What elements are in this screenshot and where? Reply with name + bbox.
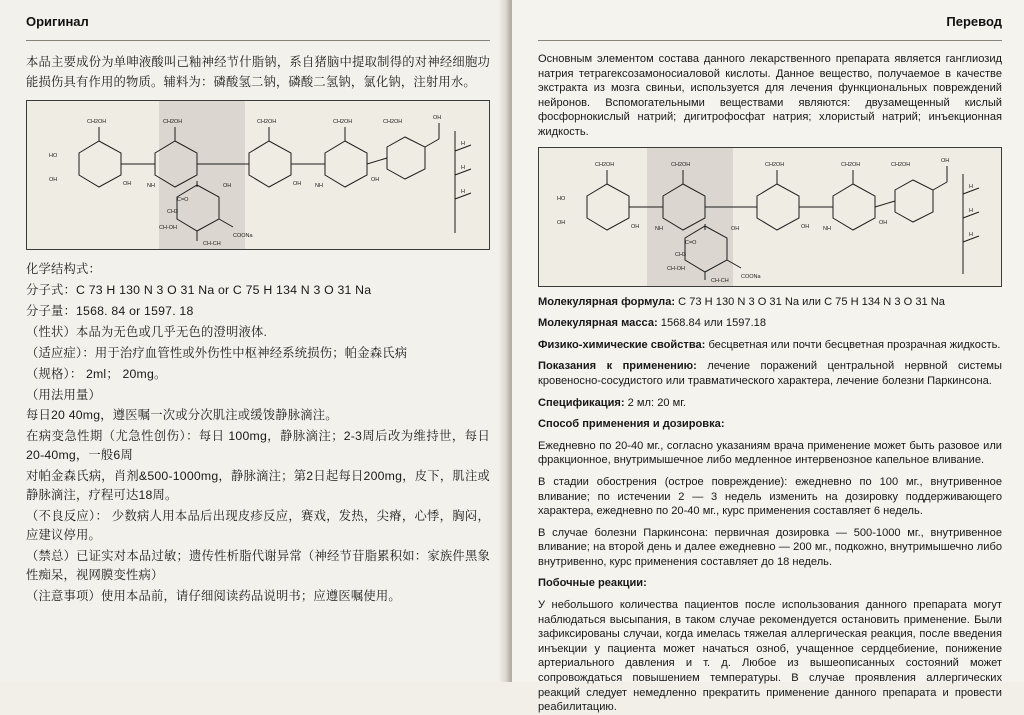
header-divider-right: [538, 40, 1002, 41]
dosage-paragraph-2: В стадии обострения (острое повреждение): ежедневно по 100 мг., внутривенное вливание; по истечении 2 — 3 недель изменить на дозировку поддерживающего характера, ежедневно по 20-40 мг., курс применения составляет 6 недель.: [538, 475, 1002, 518]
svg-text:H: H: [969, 231, 973, 238]
contraindications-line: （禁总）已证实对本品过敏；遗传性析脂代谢异常（神经节苷脂累积如：家族件黑象性痴呆，视网膜变性病）: [26, 549, 490, 582]
svg-text:OH: OH: [123, 181, 132, 187]
svg-text:CH-CH: CH-CH: [203, 241, 221, 247]
svg-text:HO: HO: [49, 153, 58, 159]
svg-text:CH2OH: CH2OH: [333, 119, 353, 125]
svg-text:CH3: CH3: [167, 209, 179, 215]
properties-label: Физико-химические свойства:: [538, 338, 706, 351]
svg-text:CH3: CH3: [675, 251, 687, 258]
svg-text:OH: OH: [731, 225, 740, 232]
indications-label: Показания к применению:: [538, 360, 697, 373]
molecular-formula-label: 分子式：: [26, 283, 76, 297]
translation-spec-line: [538, 396, 1002, 411]
usage-line-2: 在病变急性期（尤急性创伤）：每日 100mg，静脉滴注；2-3周后改为维持世，每日20-40mg，一般6周: [26, 429, 490, 462]
header-divider-left: [26, 40, 490, 41]
svg-text:NH: NH: [655, 225, 663, 232]
svg-text:OH: OH: [223, 183, 232, 189]
adverse-reactions-line: （不良反应）： 少数病人用本品后出现皮疹反应，赛戏，发热，尖瘠，心悸，胸闷，应建议停用。: [26, 509, 490, 542]
svg-text:NH: NH: [315, 183, 323, 189]
mass-value: 1568.84 или 1597.18: [660, 317, 767, 330]
spec-label: Спецификация:: [538, 396, 625, 409]
chemical-structure-drawing: [539, 148, 1001, 286]
svg-text:NH: NH: [147, 183, 155, 189]
svg-text:OH: OH: [801, 223, 810, 230]
side-effects-label-text: Побочные реакции:: [538, 577, 647, 590]
molecular-weight-value: 1568. 84 or 1597. 18: [76, 304, 194, 318]
svg-text:CH-CH: CH-CH: [711, 277, 729, 284]
svg-text:OH: OH: [293, 181, 302, 187]
side-effects-label: [538, 576, 1002, 591]
original-intro: 本品主要成份为单呻液酸叫己粙神经节什脂钠，系自猪脑中提取制得的对神经细胞功能损伤具有作用的物质。辅料为：磷酸氢二钠，磷酸二氢钠，氯化钠，注射用水。: [26, 55, 490, 89]
indications-value: лечение поражений центральной нервной системы кровеносно-сосудистого или травматического характера, лечение болезни Паркинсона.: [538, 360, 1002, 387]
svg-text:CH2OH: CH2OH: [891, 161, 911, 168]
svg-text:OH: OH: [433, 115, 442, 121]
mass-label: Молекулярная масса:: [538, 317, 658, 330]
properties-value: бесцветная или почти бесцветная прозрачная жидкость.: [708, 338, 1001, 351]
structure-image-left: [26, 100, 490, 250]
formula-value: C 73 H 130 N 3 O 31 Na или C 75 H 134 N 3 O 31 Na: [678, 295, 945, 308]
svg-text:NH: NH: [823, 225, 831, 232]
translation-dosage-label: [538, 417, 1002, 432]
usage-title: （用法用量）: [26, 388, 101, 402]
translation-header: Перевод: [946, 14, 1002, 29]
translation-mass-line: [538, 316, 1002, 331]
svg-text:OH: OH: [941, 157, 950, 164]
svg-text:CH2OH: CH2OH: [257, 119, 277, 125]
usage-line-1: 每日20 40mg，遵医嘱一次或分次肌注或缓馂静脉滴注。: [26, 408, 338, 422]
original-column: [0, 0, 512, 682]
indications-line: （适应症）：用于治疗血管性或外伤性中枢神经系统损伤；帕金森氏病: [26, 346, 408, 360]
svg-text:CH2OH: CH2OH: [765, 161, 785, 168]
svg-text:OH: OH: [557, 219, 566, 226]
usage-line-3: 对帕金森氏病，肖剂&500-1000mg，静脉滴注；第2日起每日200mg，皮下，肌注或静脉滴注，疗程可达18周。: [26, 469, 490, 502]
svg-text:H: H: [969, 183, 973, 190]
molecular-formula-value: C 73 H 130 N 3 O 31 Na or C 75 H 134 N 3 O 31 Na: [76, 283, 372, 297]
svg-text:CH2OH: CH2OH: [87, 119, 107, 125]
svg-text:H: H: [461, 165, 465, 171]
properties-line: （性状）本品为无色或几乎无色的澄明液体.: [26, 325, 268, 339]
svg-text:H: H: [461, 141, 465, 147]
dosage-paragraph-3: В случае болезни Паркинсона: первичная дозировка — 500-1000 мг., внутривенное вливание; на второй день и далее ежедневно — 200 мг., подкожно, внутримышечно либо внутривенно, курс применения составляет до 18 недель.: [538, 526, 1002, 568]
chemical-structure-drawing: [27, 101, 489, 249]
molecular-weight-label: 分子量：: [26, 304, 76, 318]
translation-formula-line: [538, 295, 1002, 310]
translation-intro: Основным элементом состава данного лекарственного препарата является ганглиозид натрия тетрагексозамоносиаловой кислоты. Данное вещество, получаемое в качестве экстракта из мозга свиньи, используется для лечения функциональных повреждений нейронов. Вспомогательными веществами являются: двузамещенный кислый фосфорнокислый натрий; дигитрофосфат натрия; хлористый натрий; инъекционная жидкость.: [538, 53, 1002, 138]
molecular-weight-line: [26, 301, 490, 321]
svg-text:COONa: COONa: [741, 273, 761, 280]
svg-text:C=O: C=O: [685, 239, 697, 246]
dosage-paragraph-1: Ежедневно по 20-40 мг., согласно указаниям врача применение может быть разовое или фракционное, внутримышечное либо медленное интервенозное капельное вливание.: [538, 439, 1002, 467]
svg-text:OH: OH: [49, 177, 58, 183]
svg-text:OH: OH: [879, 219, 888, 226]
svg-text:OH: OH: [371, 177, 380, 183]
svg-text:CH-OH: CH-OH: [159, 225, 178, 231]
side-effects-value: У небольшого количества пациентов после использования данного препарата могут наблюдаться высыпания, в таком случае рекомендуется остановить применение. Были зафиксированы случаи, когда имелась тяжелая аллергическая реакция, после введения инъекции у пациента может начаться озноб, учащенное сердцебиение, понижение артериального давления и т. д. Любое из вышеописанных состояний может сопровождаться повышением температуры. В случае проявления аллергических реакций следует немедленно прекратить применение данного препарата и провести реабилитацию.: [538, 599, 1002, 714]
svg-text:HO: HO: [557, 195, 566, 202]
svg-text:CH2OH: CH2OH: [163, 119, 183, 125]
spec-line: （规格）： 2ml； 20mg。: [26, 367, 167, 381]
svg-text:H: H: [461, 189, 465, 195]
svg-text:CH-OH: CH-OH: [667, 265, 686, 272]
svg-text:CH2OH: CH2OH: [595, 161, 615, 168]
original-header: Оригинал: [26, 14, 89, 29]
svg-text:CH2OH: CH2OH: [383, 119, 403, 125]
svg-text:H: H: [969, 207, 973, 214]
svg-text:COONa: COONa: [233, 233, 253, 239]
molecular-formula-line: [26, 280, 490, 300]
formula-label: Молекулярная формула:: [538, 295, 676, 308]
dosage-label: Способ применения и дозировка:: [538, 418, 725, 431]
translation-indications-line: [538, 359, 1002, 388]
structure-label: 化学结构式：: [26, 262, 101, 276]
svg-text:CH2OH: CH2OH: [841, 161, 861, 168]
svg-text:CH2OH: CH2OH: [671, 161, 691, 168]
structure-image-right: [538, 147, 1002, 287]
spec-value: 2 мл: 20 мг.: [627, 396, 687, 409]
translation-properties-line: [538, 338, 1002, 353]
translation-column: [512, 0, 1024, 714]
svg-text:C=O: C=O: [177, 197, 189, 203]
notes-line: （注意事项）使用本品前，请仔细阅读药品说明书；应遵医嘱使用。: [26, 589, 401, 603]
svg-text:OH: OH: [631, 223, 640, 230]
